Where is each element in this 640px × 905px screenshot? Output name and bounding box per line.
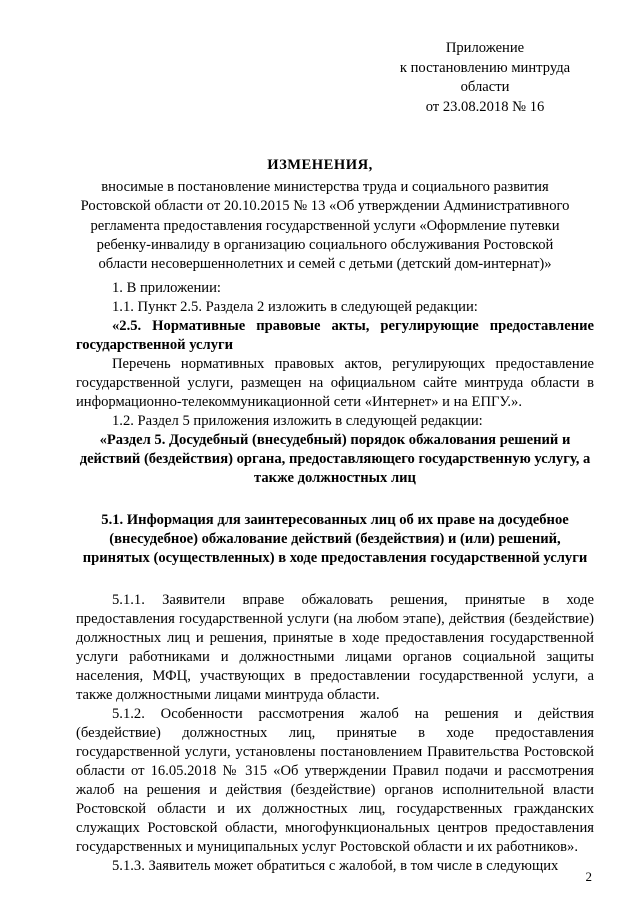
appendix-line: области	[460, 79, 510, 95]
paragraph: Перечень нормативных правовых актов, регулирующих предоставление государственной услуги, размещен на официальном сайте минтруда области в информационно-телекоммуникационной сети «Интернет» и на ЕПГУ.».	[76, 356, 594, 410]
paragraph: 5.1.2. Особенности рассмотрения жалоб на решения и действия (бездействие) должностных лиц, принятые в ходе предоставления государственной услуги, установлены постановлением Правительства Ростовской области от 16.05.2018 № 315 «Об утверждении Правил подачи и рассмотрения жалоб на решения и действия (бездействие) органов исполнительной власти Ростовской области и их должностных лиц, государственных гражданских служащих Ростовской области, многофункциональных центров предоставления государственных и муниципальных услуг Ростовской области и их работников».	[76, 706, 594, 855]
appendix-line: Приложение	[445, 40, 525, 56]
section-5-heading: «Раздел 5. Досудебный (внесудебный) порядок обжалования решений и действий (бездействия) органа, предоставляющего государственную услугу, а также должностных лиц	[79, 432, 591, 486]
paragraph: 5.1.1. Заявители вправе обжаловать решения, принятые в ходе предоставления государственной услуги (на любом этапе), действия (бездействие) должностных лиц и решения, принятые в ходе предоставления государственной услуги работниками и должностными лицами органов социальной защиты населения, МФЦ, участвующих в предоставлении государственной услуги, а также должностными лицами минтруда области.	[76, 592, 594, 703]
paragraph: 1.1. Пункт 2.5. Раздела 2 изложить в следующей редакции:	[112, 299, 478, 315]
spacer	[76, 568, 594, 587]
appendix-block	[360, 39, 610, 117]
subsection-5-1-heading: 5.1. Информация для заинтересованных лиц об их праве на досудебное (внесудебное) обжалование действий (бездействия) и (или) решений, принятых (осуществленных) в ходе предоставления государственной услуги	[82, 512, 588, 566]
appendix-line: от 23.08.2018 № 16	[425, 98, 545, 115]
document-subtitle: вносимые в постановление министерства труда и социального развития Ростовской области от 20.10.2015 № 13 «Об утверждении Административного регламента предоставления государственной услуги «Оформление путевки ребенку-инвалиду в организацию социального обслуживания Ростовской области несовершеннолетних и семей с детьми (детский дом-интернат)»	[80, 179, 570, 273]
spacer	[76, 488, 594, 507]
document-title: ИЗМЕНЕНИЯ,	[267, 157, 373, 173]
document-body	[76, 279, 594, 876]
page-number: 2	[585, 869, 592, 884]
paragraph: 5.1.3. Заявитель может обратиться с жалобой, в том числе в следующих	[112, 858, 559, 874]
paragraph: 1.2. Раздел 5 приложения изложить в следующей редакции:	[112, 413, 483, 429]
section-2-5-heading: «2.5. Нормативные правовые акты, регулирующие предоставление государственной услуги	[76, 318, 594, 353]
paragraph: 1. В приложении:	[112, 280, 221, 296]
appendix-line: к постановлению минтруда	[399, 59, 571, 76]
